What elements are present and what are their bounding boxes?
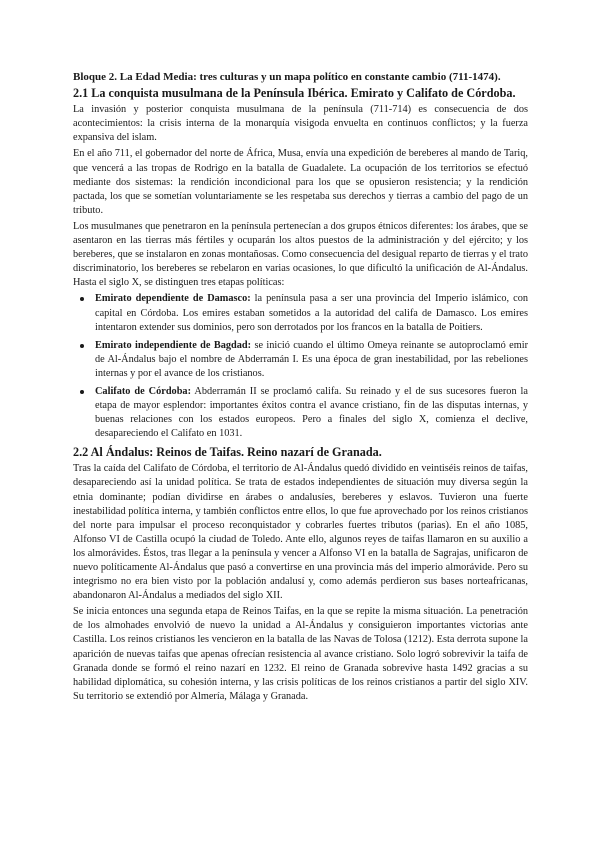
list-item: [73, 385, 528, 441]
list-item: [73, 339, 528, 381]
paragraph: Se inicia entonces una segunda etapa de Reinos Taifas, en la que se repite la misma situación. La penetración de los almohades envolvió de nuevo la unidad a Al-Ándalus y consiguieron importantes victorias ante Castilla. Los reinos cristianos les vencieron en la batalla de las Navas de Tolosa (1212). Esta derrota supone la aparición de nuevas taifas que apenas ofrecían resistencia al avance cristiano. Solo logró sobrevivir la taifa de Granada donde se formó el reino nazarí en 1232. El reino de Granada sobrevive hasta 1492 gracias a su habilidad diplomática, su cohesión interna, y las crisis políticas de los reinos cristianos a partir del siglo XIV. Su territorio se extendió por Almería, Málaga y Granada.: [73, 606, 528, 702]
block-title: Bloque 2. La Edad Media: tres culturas y un mapa político en constante cambio (711-1474).: [73, 71, 501, 83]
list-item-text: se inició cuando el último Omeya reinante se autoproclamó emir de Al-Ándalus bajo el nombre de Abderramán I. Es una época de gran inestabilidad, por las rebeliones internas y por el avance de los cristianos.: [95, 339, 528, 379]
bullet-icon: [80, 297, 84, 301]
paragraph: En el año 711, el gobernador del norte de África, Musa, envía una expedición de bereberes al mando de Tariq, que vencerá a las tropas de Rodrigo en la batalla de Guadalete. La ocupación de los territorios se efectuó mediante dos sistemas: la rendición incondicional para los que se opusieron resistencia; y la rendición pactada, los que se sometían voluntariamente se les respetaba sus derechos y tierras a cambio del pago de un tributo.: [73, 148, 528, 216]
paragraph: Tras la caída del Califato de Córdoba, el territorio de Al-Ándalus quedó dividido en veintiséis reinos de taifas, desapareciendo así la unidad política. Se trata de estados independientes de situación muy diversa según la etnia dominante; podían dividirse en árabes o andalusíes, bereberes y eslavos. Tuvieron una fuerte inestabilidad política interna, y también conflictos entre ellos, lo que fue aprovechado por los reinos cristianos del norte para impulsar el proceso reconquistador y cobrarles fuertes tributos (parias). En el año 1085, Alfonso VI de Castilla ocupó la ciudad de Toledo. Ante ello, algunos reyes de taifas llamaron en su auxilio a los almorávides. Éstos, tras llegar a la península y vencer a Alfonso VI en la batalla de Sagrajas, unificaron de nuevo políticamente Al-Ándalus que pasó a convertirse en una provincia más del imperio almorávide. Pero su integrismo no era bien visto por la población andalusí y, como además perdieron sus bases norteafricanas, abandonaron Al-Ándalus a mediados del siglo XII.: [73, 463, 528, 602]
list-item-term: Emirato dependiente de Damasco:: [95, 293, 251, 305]
bullet-icon: [80, 390, 84, 394]
bullet-icon: [80, 344, 84, 348]
section-heading-taifas: 2.2 Al Ándalus: Reinos de Taifas. Reino nazarí de Granada.: [73, 445, 382, 460]
list-item-term: Califato de Córdoba:: [95, 385, 191, 397]
list-item-text: la península pasa a ser una provincia del Imperio islámico, con capital en Córdoba. Los emires estaban sometidos a la autoridad del califa de Damasco. Los emires intentaron extender sus dominios, pero son derrotados por los francos en la batalla de Poitiers.: [95, 293, 528, 333]
list-item: [73, 292, 528, 334]
section-heading-conquista: 2.1 La conquista musulmana de la Península Ibérica. Emirato y Califato de Córdoba.: [73, 86, 516, 101]
paragraph: La invasión y posterior conquista musulmana de la península (711-714) es consecuencia de dos acontecimientos: la crisis interna de la monarquía visigoda envuelta en continuos conflictos; y la fuerza expansiva del islam.: [73, 104, 528, 144]
paragraph: Los musulmanes que penetraron en la península pertenecían a dos grupos étnicos diferentes: los árabes, que se asentaron en las tierras más fértiles y ocuparán los altos puestos de la administración y del ejército; y los bereberes, que se instalaron en zonas montañosas. Como consecuencia del desigual reparto de tierras y el trato discriminatorio, los bereberes se rebelaron en varias ocasiones, lo que dificultó la unificación de Al-Ándalus. Hasta el siglo X, se distinguen tres etapas políticas:: [73, 220, 528, 289]
document-page: [73, 70, 528, 706]
list-item-term: Emirato independiente de Bagdad:: [95, 339, 252, 351]
stages-list: [73, 292, 528, 441]
list-item-text: Abderramán II se proclamó califa. Su reinado y el de sus sucesores fueron la etapa de mayor esplendor: importantes éxitos contra el avance cristiano, fin de las disputas internas, y buenas relaciones con los estados europeos. Pero a finales del siglo X, comienza el declive, desapareciendo el Califato en 1031.: [95, 385, 528, 440]
